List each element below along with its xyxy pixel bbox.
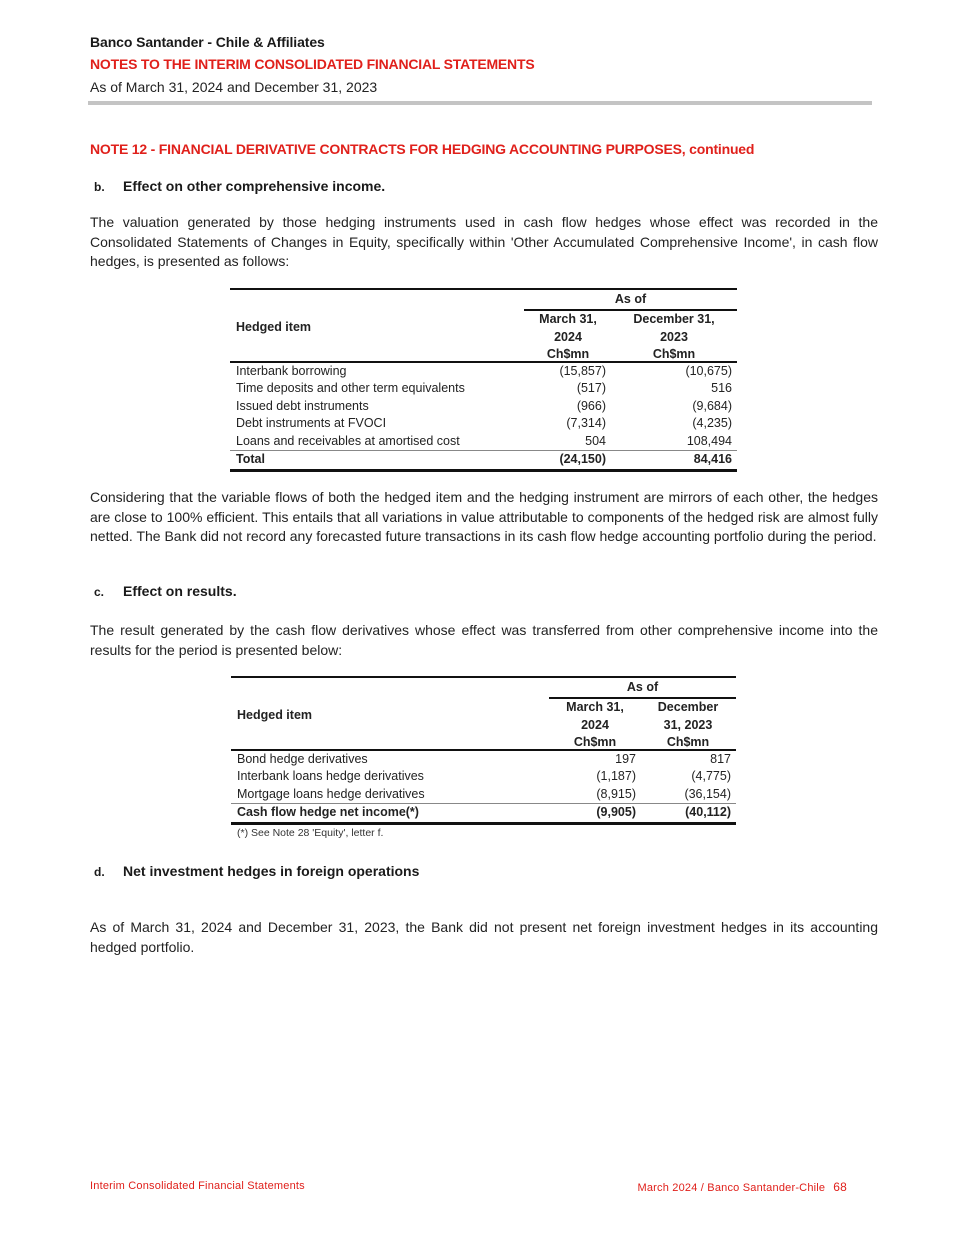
- footer-right: [637, 1180, 847, 1194]
- col-header-march-2024: March 31, 2024 Ch$mn: [539, 312, 597, 361]
- section-b-heading: [94, 178, 385, 194]
- section-d-letter: d.: [94, 865, 105, 879]
- section-b-letter: b.: [94, 180, 105, 194]
- footer-left: Interim Consolidated Financial Statements: [90, 1180, 305, 1192]
- oci-table: [230, 288, 737, 472]
- table-bottom-rule: [230, 469, 737, 472]
- col-header-hedged-item: Hedged item: [236, 320, 312, 334]
- section-c-title: Effect on results.: [123, 583, 237, 599]
- table-row: Issued debt instruments (966) (9,684): [236, 398, 732, 413]
- date-line: As of March 31, 2024 and December 31, 2023: [90, 79, 378, 95]
- section-d-heading: [94, 863, 419, 879]
- section-c-heading: [94, 583, 237, 599]
- results-table: [231, 676, 736, 839]
- notes-title: NOTES TO THE INTERIM CONSOLIDATED FINANCIAL STATEMENTS: [90, 56, 535, 72]
- table-row: Mortgage loans hedge derivatives (8,915) (36,154): [237, 786, 731, 801]
- footer-report-name: March 2024 / Banco Santander-Chile: [637, 1182, 826, 1194]
- total-row: Total (24,150) 84,416: [236, 452, 732, 466]
- col-header-december-2023: December 31, 2023 Ch$mn: [633, 312, 715, 361]
- section-d-title: Net investment hedges in foreign operations: [123, 863, 420, 879]
- table-header: [231, 678, 736, 749]
- section-b-title: Effect on other comprehensive income.: [123, 178, 386, 194]
- section-c-letter: c.: [94, 585, 105, 599]
- page-number: 68: [833, 1180, 847, 1194]
- table-footnote: (*) See Note 28 'Equity', letter f.: [237, 826, 384, 839]
- table-row: Debt instruments at FVOCI (7,314) (4,235): [236, 416, 732, 430]
- section-d-body: As of March 31, 2024 and December 31, 2023, the Bank did not present net foreign investment hedges in its accounting hedged portfolio.: [90, 919, 878, 955]
- section-b-after: Considering that the variable flows of both the hedged item and the hedging instrument are mirrors of each other, the hedges are close to 100% efficient. This entails that all variations in value attributable to components of the hedged risk are almost fully netted. The Bank did not record any forecasted future transactions in its cash flow hedge accounting portfolio during the period.: [90, 489, 878, 544]
- table-row: Loans and receivables at amortised cost 504 108,494: [236, 433, 732, 448]
- col-header-as-of: As of: [614, 292, 647, 306]
- table-row: Bond hedge derivatives 197 817: [237, 751, 731, 766]
- table-header: [230, 290, 737, 361]
- table-bottom-rule: [231, 822, 736, 825]
- table-row: Interbank loans hedge derivatives (1,187) (4,775): [237, 769, 731, 783]
- company-name: Banco Santander - Chile & Affiliates: [90, 34, 325, 50]
- col-header-march-2024: March 31, 2024 Ch$mn: [566, 700, 624, 749]
- total-row: Cash flow hedge net income(*) (9,905) (40,112): [237, 805, 731, 819]
- table-row: Interbank borrowing (15,857) (10,675): [236, 363, 732, 378]
- table-row: Time deposits and other term equivalents (517) 516: [236, 381, 732, 395]
- col-header-hedged-item: Hedged item: [237, 708, 313, 722]
- section-c-intro: The result generated by the cash flow derivatives whose effect was transferred from other comprehensive income into the results for the period is presented below:: [90, 622, 878, 658]
- section-b-intro: The valuation generated by those hedging instruments used in cash flow hedges whose effect was recorded in the Consolidated Statements of Changes in Equity, specifically within 'Other Accumulated Comprehensive Income', in cash flow hedges, is presented as follows:: [90, 214, 878, 269]
- col-header-as-of: As of: [626, 680, 659, 694]
- header-divider: [88, 101, 872, 105]
- note-title: NOTE 12 - FINANCIAL DERIVATIVE CONTRACTS FOR HEDGING ACCOUNTING PURPOSES, continued: [90, 141, 755, 157]
- col-header-december-2023: December 31, 2023 Ch$mn: [657, 700, 719, 749]
